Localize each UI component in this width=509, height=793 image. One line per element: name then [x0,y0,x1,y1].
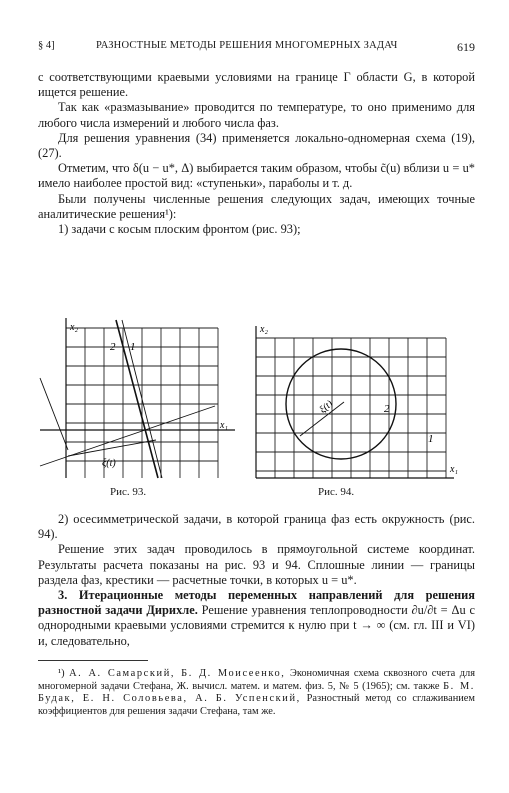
figure-94 [256,324,458,478]
section-number: § 4] [38,40,55,51]
paragraph-9 [38,588,475,649]
section-heading-3: 3. Итерационные методы переменных направлений для решения разностной задачи Дирихле. [38,588,475,618]
running-header [38,40,475,56]
curve-label-2-94: 2 [384,403,390,415]
footnote-rule [38,660,148,661]
running-title: РАЗНОСТНЫЕ МЕТОДЫ РЕШЕНИЯ МНОГОМЕРНЫХ ЗАДАЧ [96,40,398,51]
paragraph-5: Были получены численные решения следующих задач, имеющих точные аналитические решения¹): [38,191,475,221]
figures [30,318,480,486]
footnote-text-1: Экономичная схема сквозного счета для многомерной задачи Стефана, Ж. вычисл. матем. и матем. физ. 5, № 5 (1965); см. также [38,668,475,692]
curve-label-1-93: 1 [130,341,136,353]
body-text-top [38,70,475,237]
footnote [38,668,475,718]
front-line-2 [116,320,158,478]
grid-94 [256,338,446,478]
caption-fig-94: Рис. 94. [318,486,355,498]
paragraph-2: Так как «размазывание» проводится по температуре, то оно применимо для любого числа измерений и любого числа фаз. [38,100,475,130]
paragraph-3: Для решения уравнения (34) применяется локально-одномерная схема (19), (27). [38,130,475,161]
page-number: 619 [457,40,475,54]
paragraph-6: 1) задачи с косым плоским фронтом (рис. 93); [58,222,301,237]
paragraph-8: Решение этих задач проводилось в прямоугольной системе координат. Результаты расчета показаны на рис. 93 и 94. Сплошные линии — границы раздела фаз, крестики — расчетные точки, в которых u = u*. [38,542,475,587]
footnote-text-2: Разностный метод со сглаживанием коэффициентов для решения задачи Стефана, там же. [38,693,475,717]
footnote-authors-2: Б. М. Будак, Е. Н. Соловьева, А. Б. Успенский, [38,680,475,705]
xi-label-93: ξ(t) [102,458,116,469]
paragraph-7: 2) осесимметрической задачи, в которой граница фаз есть окружность (рис. 94). [38,512,475,542]
axis-x-label-93: x₁ [220,420,228,431]
axis-y-label-94: x₂ [260,324,268,335]
footnote-authors-1: А. А. Самарский, Б. Д. Моисеенко, [69,668,286,679]
footnote-mark: ¹) [58,668,65,679]
body-text-bottom [38,512,475,649]
diag-helper [40,378,68,450]
curve-label-2-93: 2 [110,341,116,353]
axis-y-label-93: x₂ [70,322,78,333]
curve-label-1-94: 1 [428,433,434,445]
paragraph-9-text: Решение уравнения теплопроводности ∂u/∂t = Δu с однородными краевыми условиями стремится к нулю при t → ∞ (см. гл. III и VI) и, следовательно, [38,603,475,648]
caption-fig-93: Рис. 93. [110,486,147,498]
figure-93 [40,318,235,478]
grid-93 [66,328,218,478]
paragraph-4: Отметим, что δ(u − u*, Δ) выбирается таким образом, чтобы c̃(u) вблизи u = u* имело наиболее простой вид: «ступеньки», параболы и т. д. [38,161,475,191]
paragraph-1: с соответствующими краевыми условиями на границе Γ области G, в которой ищется решение. [38,70,475,100]
xi-label-94: ξ(t) [317,398,336,416]
axis-x-label-94: x₁ [450,464,458,475]
